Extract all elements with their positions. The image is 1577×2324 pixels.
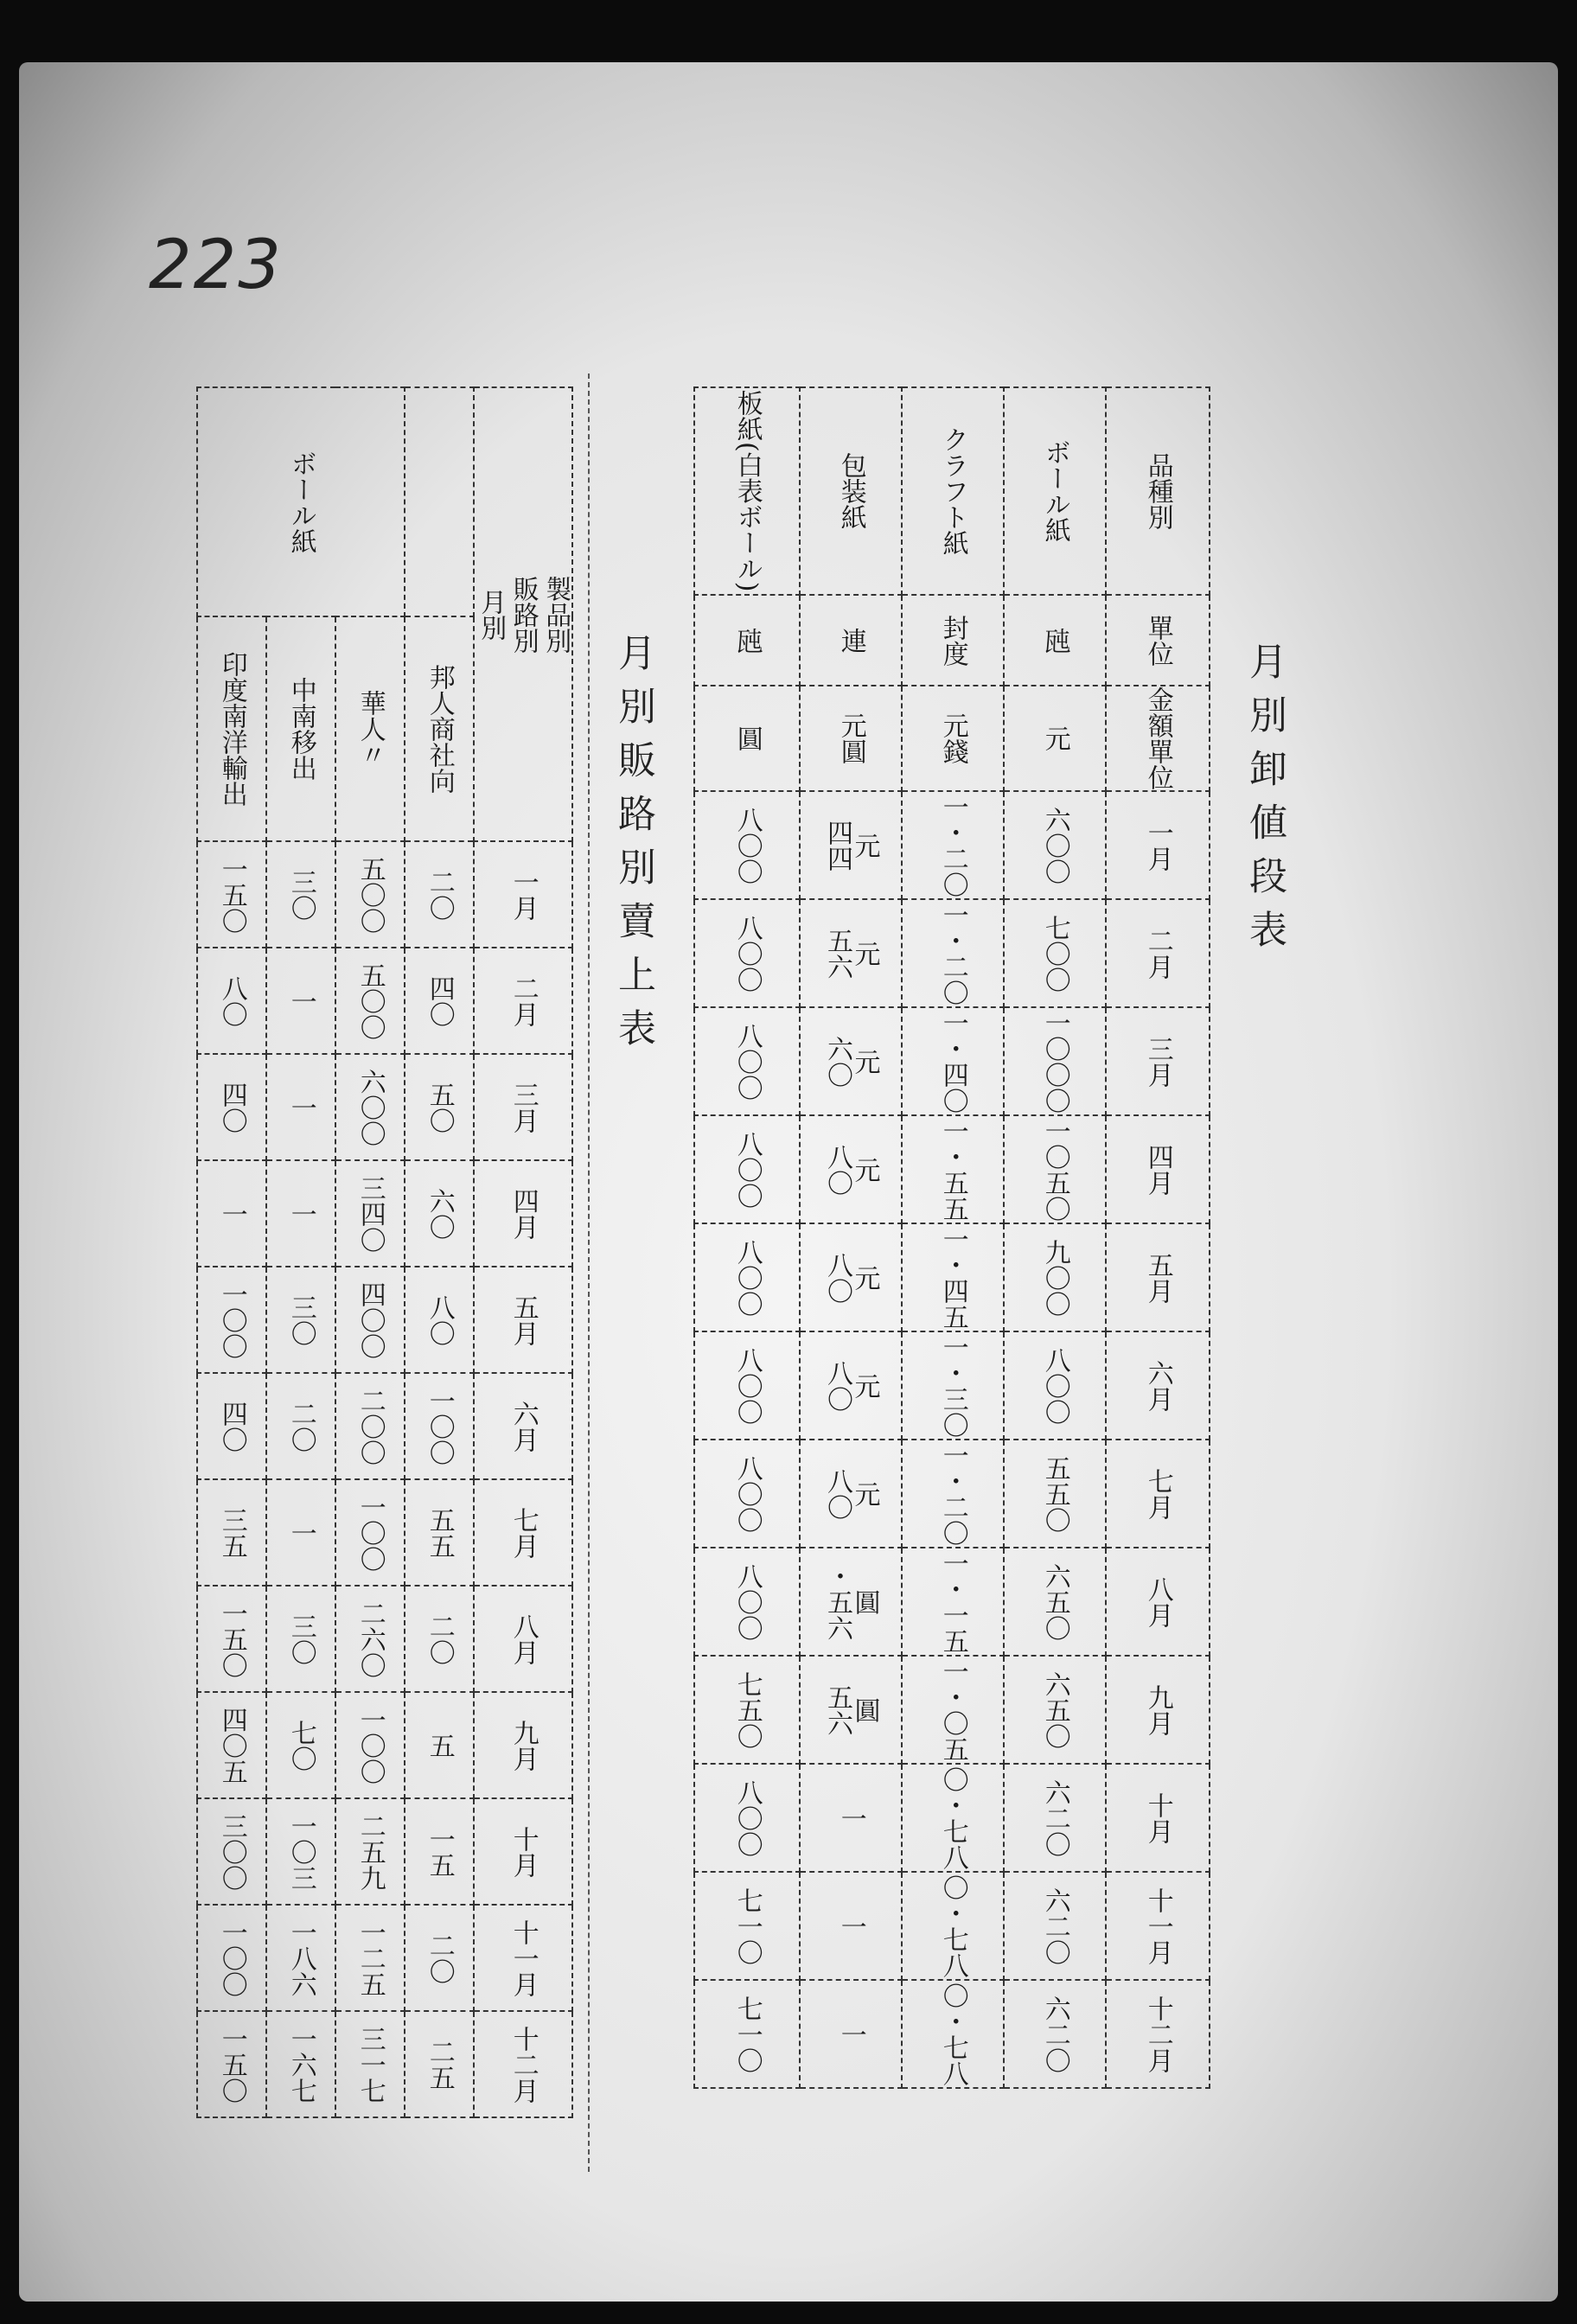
sales-cell: 四〇: [405, 948, 474, 1054]
sales-cell: 四〇: [197, 1054, 266, 1160]
sales-cell: 八〇: [197, 948, 266, 1054]
sales-cell: 一〇〇: [335, 1479, 405, 1586]
price-cell: 一・〇五: [902, 1656, 1004, 1764]
sales-cell: 五: [405, 1692, 474, 1798]
sales-cell: 一六七: [266, 2011, 335, 2117]
price-cell: 一: [800, 1980, 902, 2088]
sales-header: [474, 387, 572, 841]
sales-cell: 一〇〇: [197, 1905, 266, 2011]
price-amount-unit: 元: [1004, 686, 1106, 791]
sales-route-label: 印度南洋輸出: [197, 616, 266, 841]
sales-cell: 一五〇: [197, 2011, 266, 2117]
sales-cell: 一: [266, 1479, 335, 1586]
sales-cell: 三〇: [266, 1586, 335, 1692]
price-header-kind: 品種別: [1106, 387, 1210, 595]
price-cell: 一・二〇: [902, 899, 1004, 1007]
price-row-label: 板紙(白表ボール): [694, 387, 800, 595]
price-cell: 一: [800, 1764, 902, 1872]
sales-cell: 二六〇: [335, 1586, 405, 1692]
price-unit: 瓲: [1004, 595, 1106, 686]
price-unit: 瓲: [694, 595, 800, 686]
page-number: 223: [149, 227, 283, 304]
sales-month-label: 八月: [474, 1586, 572, 1692]
price-cell: 一・一五: [902, 1548, 1004, 1656]
price-cell: 八〇〇: [694, 1223, 800, 1331]
sales-month-label: 十二月: [474, 2011, 572, 2117]
price-cell: 四四 元: [800, 791, 902, 899]
sales-month-label: 四月: [474, 1160, 572, 1267]
price-cell: 八〇 元: [800, 1223, 902, 1331]
price-cell: 八〇 元: [800, 1440, 902, 1548]
price-cell: ・五六 圓: [800, 1548, 902, 1656]
sales-cell: 一八六: [266, 1905, 335, 2011]
price-amount-unit: 圓: [694, 686, 800, 791]
price-unit: 封度: [902, 595, 1004, 686]
price-row-label: ボール紙: [1004, 387, 1106, 595]
price-table-title: 月別卸値段表: [1242, 642, 1286, 963]
sales-group-spacer: [405, 387, 474, 616]
price-header-amount-unit: 金額單位: [1106, 686, 1210, 791]
price-cell: 一・五五: [902, 1115, 1004, 1223]
sales-cell: 三〇〇: [197, 1798, 266, 1905]
price-amount-unit: 元錢: [902, 686, 1004, 791]
sales-table-title: 月別販路別賣上表: [611, 633, 655, 1062]
sales-month-label: 三月: [474, 1054, 572, 1160]
price-cell: 一〇五〇: [1004, 1115, 1106, 1223]
price-cell: 一・二〇: [902, 1440, 1004, 1548]
sales-cell: 二〇〇: [335, 1373, 405, 1479]
price-cell: 六二〇: [1004, 1872, 1106, 1980]
sales-cell: 四〇: [197, 1373, 266, 1479]
sales-cell: 一: [266, 948, 335, 1054]
sales-cell: 一〇〇: [405, 1373, 474, 1479]
sales-month-label: 六月: [474, 1373, 572, 1479]
price-cell: 〇・七八: [902, 1872, 1004, 1980]
price-cell: 九〇〇: [1004, 1223, 1106, 1331]
sales-cell: 五〇〇: [335, 841, 405, 948]
sales-cell: 五〇〇: [335, 948, 405, 1054]
price-cell: 七一〇: [694, 1980, 800, 2088]
price-month-label: 十月: [1106, 1764, 1210, 1872]
price-cell: 五六 元: [800, 899, 902, 1007]
price-cell: 八〇〇: [694, 1764, 800, 1872]
sales-month-label: 七月: [474, 1479, 572, 1586]
sales-month-label: 十一月: [474, 1905, 572, 2011]
sales-route-label: 邦人商社向: [405, 616, 474, 841]
price-month-label: 三月: [1106, 1007, 1210, 1115]
sales-table: [196, 386, 573, 2118]
document-page: [19, 62, 1558, 2302]
sales-cell: 五〇: [405, 1054, 474, 1160]
price-cell: 五六 圓: [800, 1656, 902, 1764]
price-month-label: 十一月: [1106, 1872, 1210, 1980]
sales-cell: 二〇: [405, 1905, 474, 2011]
price-cell: 八〇〇: [694, 1331, 800, 1440]
price-cell: 一・二〇: [902, 791, 1004, 899]
price-cell: 八〇〇: [694, 899, 800, 1007]
price-cell: 一・四五: [902, 1223, 1004, 1331]
sales-cell: 四〇五: [197, 1692, 266, 1798]
sales-cell: 二五: [405, 2011, 474, 2117]
sales-header-product: 製品別: [540, 575, 571, 654]
sales-cell: 五五: [405, 1479, 474, 1586]
price-cell: 八〇〇: [694, 1115, 800, 1223]
sales-cell: 六〇: [405, 1160, 474, 1267]
sales-month-label: 五月: [474, 1267, 572, 1373]
price-month-label: 一月: [1106, 791, 1210, 899]
price-month-label: 五月: [1106, 1223, 1210, 1331]
sales-cell: 三四〇: [335, 1160, 405, 1267]
sales-header-route: 販路別: [508, 575, 539, 654]
sales-cell: 一五〇: [197, 1586, 266, 1692]
sales-cell: 一〇三: [266, 1798, 335, 1905]
sales-cell: 二〇: [266, 1373, 335, 1479]
price-cell: 〇・七八: [902, 1980, 1004, 2088]
sales-route-label: 中南移出: [266, 616, 335, 841]
price-cell: 八〇〇: [694, 1440, 800, 1548]
price-row-label: クラフト紙: [902, 387, 1004, 595]
price-cell: 一・三〇: [902, 1331, 1004, 1440]
price-cell: 五五〇: [1004, 1440, 1106, 1548]
price-cell: 八〇〇: [694, 1548, 800, 1656]
sales-month-label: 二月: [474, 948, 572, 1054]
price-table: [693, 386, 1210, 2089]
sales-month-label: 一月: [474, 841, 572, 948]
price-cell: 一〇〇〇: [1004, 1007, 1106, 1115]
sales-header-month: 月別: [476, 588, 507, 641]
sales-cell: 一: [197, 1160, 266, 1267]
sales-cell: 一二五: [335, 1905, 405, 2011]
sales-cell: 二〇: [405, 1586, 474, 1692]
price-month-label: 十二月: [1106, 1980, 1210, 2088]
sales-cell: 六〇〇: [335, 1054, 405, 1160]
sales-cell: 一〇〇: [335, 1692, 405, 1798]
table-divider: [588, 374, 590, 2172]
sales-cell: 七〇: [266, 1692, 335, 1798]
price-cell: 六〇〇: [1004, 791, 1106, 899]
sales-cell: 二〇: [405, 841, 474, 948]
price-cell: 〇・七八: [902, 1764, 1004, 1872]
price-cell: 八〇〇: [694, 791, 800, 899]
sales-cell: 一〇〇: [197, 1267, 266, 1373]
sales-cell: 二五九: [335, 1798, 405, 1905]
sales-cell: 一: [266, 1160, 335, 1267]
price-unit: 連: [800, 595, 902, 686]
sales-cell: 三一七: [335, 2011, 405, 2117]
price-month-label: 九月: [1106, 1656, 1210, 1764]
price-month-label: 四月: [1106, 1115, 1210, 1223]
price-cell: 六二〇: [1004, 1980, 1106, 2088]
sales-group-label: ボール紙: [197, 387, 405, 616]
price-cell: 八〇 元: [800, 1331, 902, 1440]
price-cell: 八〇 元: [800, 1115, 902, 1223]
sales-cell: 三五: [197, 1479, 266, 1586]
sales-month-label: 十月: [474, 1798, 572, 1905]
price-header-unit: 單位: [1106, 595, 1210, 686]
price-cell: 一・四〇: [902, 1007, 1004, 1115]
price-month-label: 二月: [1106, 899, 1210, 1007]
sales-cell: 三〇: [266, 841, 335, 948]
sales-cell: 一五〇: [197, 841, 266, 948]
price-month-label: 八月: [1106, 1548, 1210, 1656]
price-month-label: 六月: [1106, 1331, 1210, 1440]
sales-cell: 一: [266, 1054, 335, 1160]
price-cell: 七五〇: [694, 1656, 800, 1764]
sales-cell: 三〇: [266, 1267, 335, 1373]
price-cell: 八〇〇: [694, 1007, 800, 1115]
price-amount-unit: 元圓: [800, 686, 902, 791]
price-cell: 六二〇: [1004, 1764, 1106, 1872]
sales-cell: 四〇〇: [335, 1267, 405, 1373]
price-cell: 一: [800, 1872, 902, 1980]
price-cell: 六五〇: [1004, 1656, 1106, 1764]
price-month-label: 七月: [1106, 1440, 1210, 1548]
price-row-label: 包装紙: [800, 387, 902, 595]
price-cell: 六五〇: [1004, 1548, 1106, 1656]
price-cell: 七一〇: [694, 1872, 800, 1980]
price-cell: 七〇〇: [1004, 899, 1106, 1007]
sales-cell: 八〇: [405, 1267, 474, 1373]
sales-route-label: 華人〃: [335, 616, 405, 841]
sales-month-label: 九月: [474, 1692, 572, 1798]
price-cell: 六〇 元: [800, 1007, 902, 1115]
sales-cell: 一五: [405, 1798, 474, 1905]
price-cell: 八〇〇: [1004, 1331, 1106, 1440]
